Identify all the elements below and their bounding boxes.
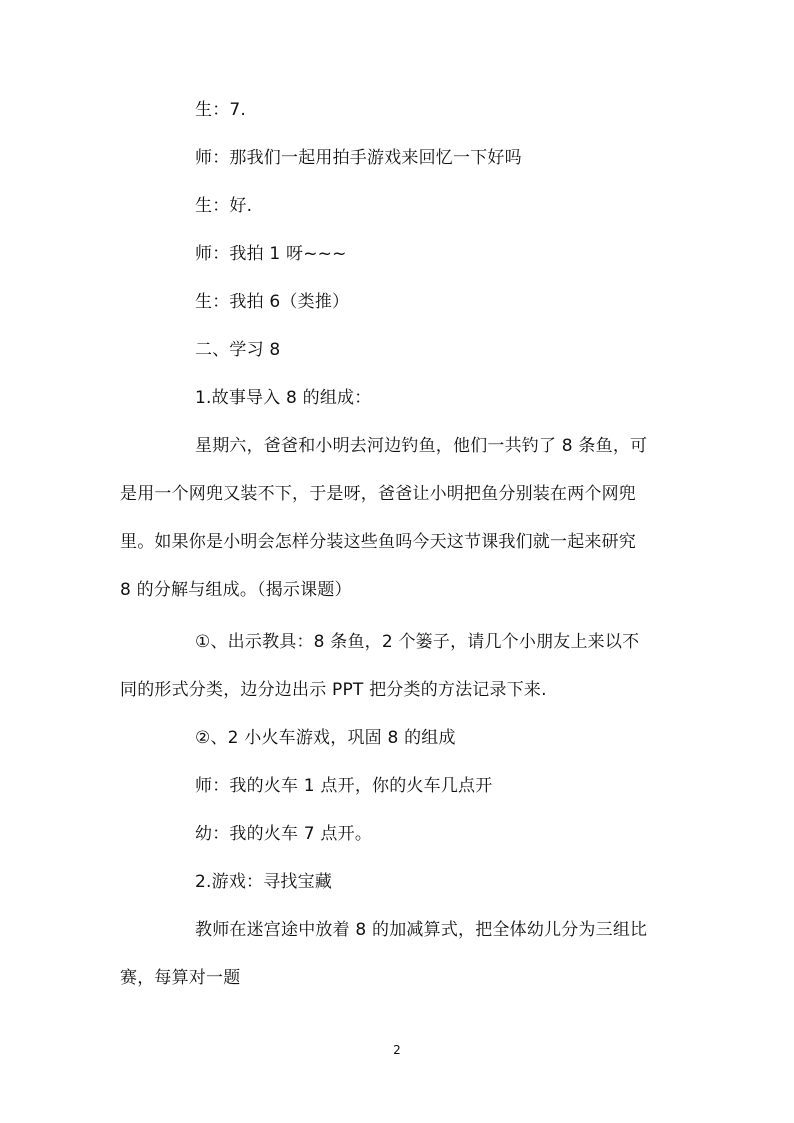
item-line: 同的形式分类，边分边出示 PPT 把分类的方法记录下来. — [120, 680, 547, 700]
item-two-line: ②、2 小火车游戏，巩固 8 的组成 — [195, 728, 456, 748]
dialogue-line: 师：我拍 1 呀~~~ — [195, 244, 347, 264]
section-heading: 二、学习 8 — [195, 340, 281, 360]
subsection-heading: 2.游戏：寻找宝藏 — [195, 872, 333, 892]
item-line: ①、出示教具：8 条鱼，2 个篓子，请几个小朋友上来以不 — [195, 632, 640, 652]
final-line: 教师在迷宫途中放着 8 的加减算式，把全体幼儿分为三组比 — [195, 920, 648, 940]
dialogue-line: 幼：我的火车 7 点开。 — [195, 824, 373, 844]
final-line: 赛，每算对一题 — [120, 968, 241, 988]
story-line: 8 的分解与组成。（揭示课题） — [120, 580, 352, 600]
dialogue-line: 师：我的火车 1 点开，你的火车几点开 — [195, 776, 493, 796]
story-line: 星期六，爸爸和小明去河边钓鱼，他们一共钓了 8 条鱼，可 — [195, 436, 648, 456]
story-line: 里。如果你是小明会怎样分装这些鱼吗今天这节课我们就一起来研究 — [120, 532, 636, 552]
dialogue-line: 师：那我们一起用拍手游戏来回忆一下好吗 — [195, 148, 522, 168]
dialogue-line: 生：我拍 6（类推） — [195, 292, 350, 312]
dialogue-line: 生：好. — [195, 196, 253, 216]
dialogue-line: 生：7. — [195, 100, 247, 120]
subsection-heading: 1.故事导入 8 的组成： — [195, 388, 372, 408]
page-number: 2 — [393, 1043, 401, 1057]
story-line: 是用一个网兜又装不下，于是呀，爸爸让小明把鱼分别装在两个网兜 — [120, 484, 636, 504]
